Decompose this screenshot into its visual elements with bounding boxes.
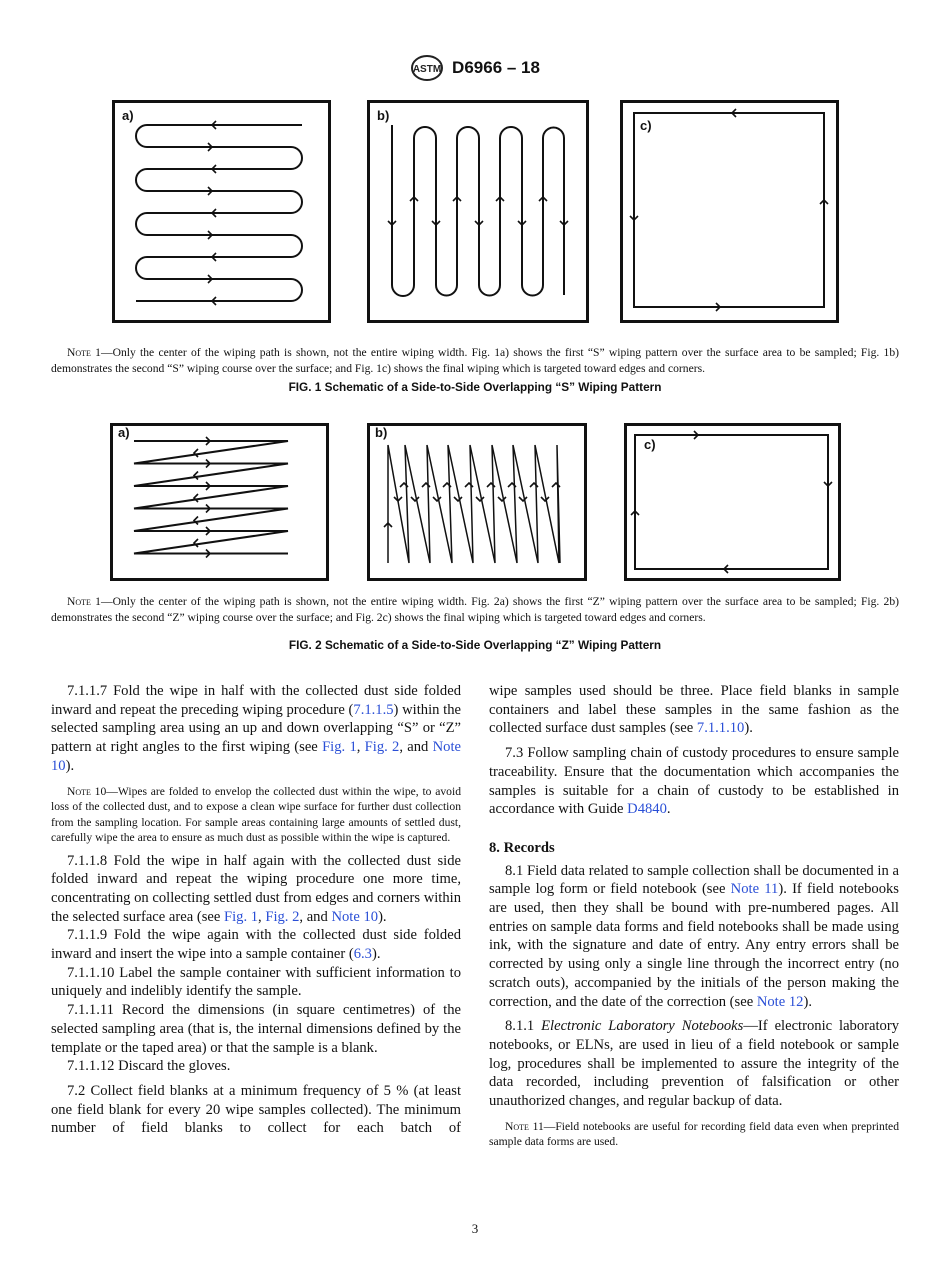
- direction-arrow-icon: [465, 483, 473, 487]
- text-segment: 8.1.1: [505, 1018, 542, 1035]
- direction-arrow-icon: [433, 497, 441, 501]
- page-header: [0, 54, 950, 82]
- cross-reference-link[interactable]: Note 11: [730, 881, 779, 898]
- text-segment: ).: [803, 993, 812, 1010]
- text-segment: —Wipes are folded to envelop the collected dust within the wipe, to avoid loss of the collected dust, and to expose a clean wipe surface for further dust collection from the sampling location. For sample areas containing large amounts of settled dust, carefully wipe the area to ensure as much dust as possible within the wipe is captured.: [51, 784, 461, 845]
- text-segment: ,: [356, 739, 365, 756]
- wiping-path: [635, 435, 828, 569]
- direction-arrow-icon: [194, 539, 198, 547]
- cross-reference-link[interactable]: Note 12: [756, 993, 804, 1010]
- figure2-panel-b: [367, 423, 587, 581]
- direction-arrow-icon: [487, 483, 495, 487]
- text-segment: 7.1.1.12 Discard the gloves.: [67, 1058, 231, 1075]
- wiping-path: [634, 113, 824, 307]
- panel-label: c): [644, 437, 656, 452]
- direction-arrow-icon: [454, 497, 462, 501]
- direction-arrow-icon: [476, 497, 484, 501]
- figure-frame: [369, 425, 586, 580]
- panel-label: b): [377, 108, 390, 123]
- figure1-panel-b: [367, 100, 589, 323]
- direction-arrow-icon: [530, 483, 538, 487]
- direction-arrow-icon: [519, 497, 527, 501]
- text-segment: 7.1.1.7 Fold the wipe in half with the collected dust side folded inward and repeat the preceding wiping procedure (: [51, 683, 461, 718]
- direction-arrow-icon: [194, 517, 198, 525]
- paragraph: [51, 964, 461, 1001]
- cross-reference-link[interactable]: Note 10: [331, 908, 379, 925]
- direction-arrow-icon: [498, 497, 506, 501]
- standard-designation: D6966 – 18: [452, 58, 540, 77]
- figure2-panel-c: [624, 423, 841, 581]
- wiping-path: [134, 441, 288, 554]
- cross-reference-link[interactable]: 7.1.1.5: [353, 701, 394, 718]
- paragraph: [51, 1001, 461, 1057]
- figure-frame: [622, 102, 838, 322]
- page-number: 3: [471, 1221, 479, 1236]
- left-column: [51, 682, 461, 1138]
- text-segment: —If electronic laboratory notebooks, or ELNs, are used in lieu of a field notebook or sample log, procedures shall be implemented to assure the integrity of the data recorded, including prevention of falsification or other unauthorized changes, and regular backup of data.: [489, 1018, 899, 1110]
- direction-arrow-icon: [194, 494, 198, 502]
- paragraph: [489, 744, 899, 819]
- figure1-caption: FIG. 1 Schematic of a Side-to-Side Overlapping “S” Wiping Pattern: [288, 380, 662, 394]
- direction-arrow-icon: [552, 483, 560, 487]
- note-label: Note 1: [67, 346, 101, 359]
- text-segment: 7.1.1.11 Record the dimensions (in square centimetres) of the selected sampling area (that is, the internal dimensions defined by the template or the taped area) or that the sample is a blank.: [51, 1002, 461, 1056]
- astm-logo-icon: [410, 54, 444, 82]
- figure-frame: [626, 425, 840, 580]
- svg-text:ASTM: ASTM: [412, 64, 442, 75]
- right-column: [489, 682, 899, 1156]
- text-segment: ).: [371, 946, 381, 963]
- paragraph: [51, 926, 461, 963]
- figure1-note: [51, 345, 899, 376]
- direction-arrow-icon: [422, 483, 430, 487]
- cross-reference-link[interactable]: D4840: [627, 801, 667, 818]
- cross-reference-link[interactable]: Note 10: [51, 739, 461, 774]
- figure1-panel-c: [620, 100, 839, 323]
- paragraph: [489, 682, 899, 738]
- text-segment: 7.1.1.9 Fold the wipe again with the collected dust side folded inward and insert the wipe into a sample container (: [51, 927, 461, 963]
- text-segment: ).: [65, 757, 75, 774]
- cross-reference-link[interactable]: Fig. 2: [364, 739, 400, 756]
- wiping-path: [136, 125, 302, 301]
- note-paragraph: [51, 784, 461, 846]
- wiping-path: [392, 125, 564, 296]
- text-segment: , and: [299, 908, 332, 925]
- panel-label: a): [122, 108, 134, 123]
- panel-label: b): [375, 425, 388, 440]
- text-segment: , and: [399, 739, 433, 756]
- note-paragraph: [489, 1119, 899, 1150]
- note-text: —Only the center of the wiping path is shown, not the entire wiping width. Fig. 2a) shows the first “Z” wiping pattern over the surface area to be sampled; Fig. 2b) demonstrates the second “Z” wiping course over the surface; and Fig. 2c) shows the final wiping which is targeted toward edges and corners.: [51, 595, 899, 624]
- text-segment: 8. Records: [489, 839, 555, 856]
- figure2-panel-a: [110, 423, 329, 581]
- panel-label: a): [118, 425, 130, 440]
- text-segment: 7.1.1.10 Label the sample container with sufficient information to uniquely and indelibly identify the sample.: [51, 964, 461, 1000]
- text-segment: wipe samples used should be three. Place field blanks in sample containers and label these samples in the same fashion as the collected surface dust samples (see: [489, 683, 899, 737]
- text-segment: 7.1.1.8 Fold the wipe in half again with the collected dust side folded inward and repeat the wiping procedure one more time, concentrating on collecting settled dust from edges and corners within the selected surface area (see: [51, 852, 461, 925]
- section-heading: [489, 839, 899, 858]
- direction-arrow-icon: [194, 472, 198, 480]
- figure1-panel-a: [112, 100, 331, 323]
- paragraph: [51, 1057, 461, 1076]
- text-segment: ) within the selected sampling area using an up and down overlapping “S” or “Z” pattern at right angles to the first wiping (see: [51, 701, 461, 756]
- direction-arrow-icon: [194, 449, 198, 457]
- note-label: Note 1: [67, 595, 101, 608]
- paragraph: [489, 862, 899, 1012]
- paragraph: [51, 1082, 461, 1138]
- paragraph: [51, 682, 461, 776]
- paragraph: [51, 852, 461, 927]
- note-text: —Only the center of the wiping path is shown, not the entire wiping width. Fig. 1a) shows the first “S” wiping pattern over the surface area to be sampled; Fig. 1b) demonstrates the second “S” wiping course over the surface; and Fig. 1c) shows the final wiping which is targeted toward edges and corners.: [51, 346, 899, 375]
- text-segment: .: [666, 801, 671, 818]
- paragraph: [489, 1017, 899, 1111]
- wiping-path: [388, 445, 560, 563]
- direction-arrow-icon: [411, 497, 419, 501]
- figure2-note: [51, 594, 899, 625]
- note-label: Note 11: [505, 1119, 544, 1133]
- cross-reference-link[interactable]: Fig. 1: [223, 908, 259, 925]
- text-segment: 7.2 Collect field blanks at a minimum frequency of 5 % (at least one field blank for every 20 wipe samples collected). The minimum number of field blanks to collect for each batch of: [51, 1082, 461, 1137]
- cross-reference-link[interactable]: 7.1.1.10: [696, 720, 745, 737]
- text-segment: ).: [744, 720, 753, 737]
- note-label: Note 10: [67, 784, 107, 798]
- cross-reference-link[interactable]: 6.3: [353, 946, 372, 963]
- text-segment: ). If field notebooks are used, then they shall be bound with pre-numbered pages. All entries on sample data forms and field notebooks shall be made using ink, with the signature and date of entry. Any entry errors shall be corrected by using only a single line through the incorrect entry (no scratch outs), accompanied by the initials of the person making the correction, and the date of the correction (see: [489, 881, 899, 1010]
- text-segment: Electronic Laboratory Notebooks: [541, 1018, 744, 1035]
- text-segment: 8.1 Field data related to sample collection shall be documented in a sample log form or field notebook (see: [489, 862, 899, 898]
- text-segment: —Field notebooks are useful for recording field data even when preprinted sample data forms are used.: [489, 1119, 899, 1149]
- text-segment: ,: [258, 908, 266, 925]
- cross-reference-link[interactable]: Fig. 1: [322, 739, 357, 756]
- cross-reference-link[interactable]: Fig. 2: [265, 908, 300, 925]
- text-segment: ).: [378, 908, 387, 925]
- panel-label: c): [640, 118, 652, 133]
- figure-frame: [112, 425, 328, 580]
- figure2-caption: FIG. 2 Schematic of a Side-to-Side Overlapping “Z” Wiping Pattern: [288, 638, 662, 652]
- text-segment: 7.3 Follow sampling chain of custody procedures to ensure sample traceability. Ensure that the documentation which accompanies the samples is suitable for a chain of custody to be established in accordance with Guide: [489, 745, 899, 818]
